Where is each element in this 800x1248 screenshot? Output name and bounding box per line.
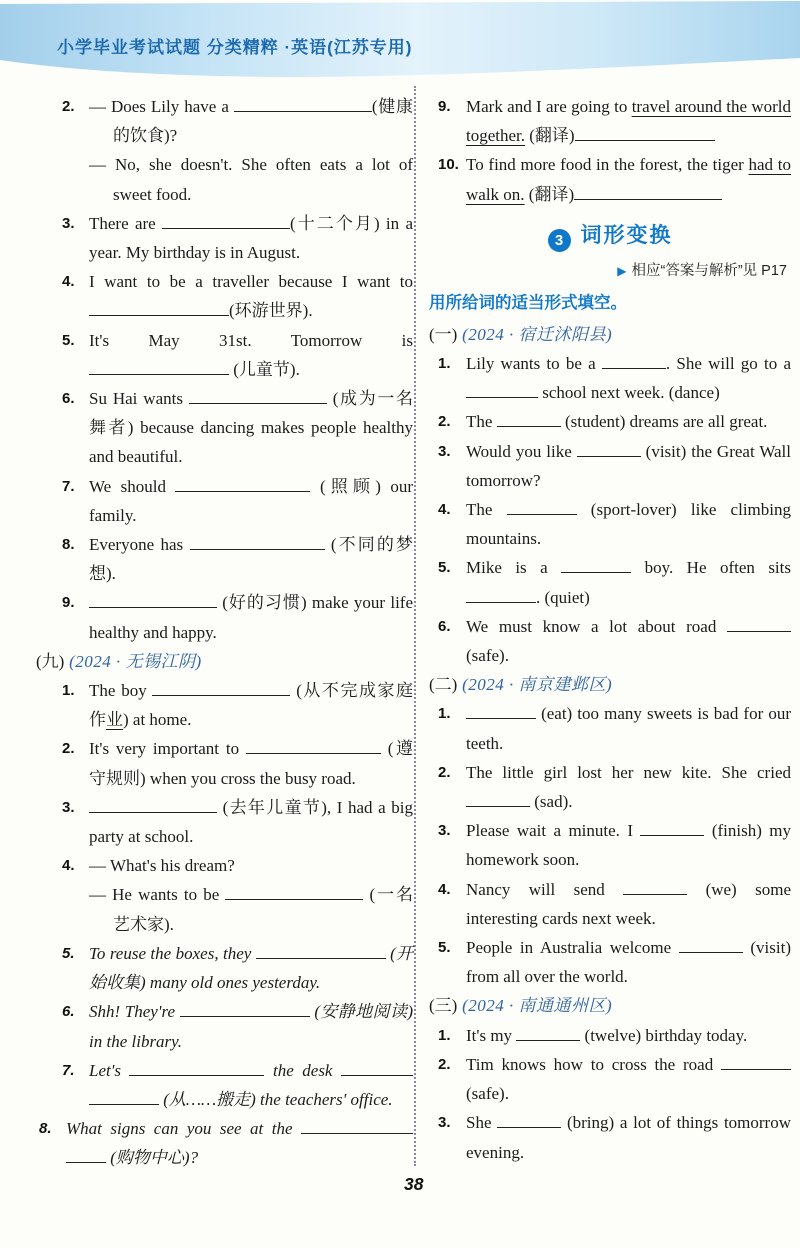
question-item [438, 495, 791, 553]
item-number: 5. [438, 939, 451, 957]
text-segment: Tim knows how to cross the road [466, 1054, 721, 1074]
question-line [466, 92, 791, 150]
underlined-phrase: travel around the world together. [466, 97, 791, 146]
text-segment: Shh! They're [89, 1002, 180, 1022]
fill-blank [574, 185, 722, 200]
item-number: 6. [438, 617, 451, 635]
underlined-phrase: 业 [106, 710, 123, 730]
text-segment: (去年儿童节), I had a big party at school. [89, 797, 413, 847]
group-source: (2024 · 无锡江阴) [64, 651, 202, 671]
question-line [466, 407, 791, 436]
question-item [62, 851, 413, 939]
question-item [62, 939, 413, 997]
question-item [62, 384, 413, 472]
fill-blank [162, 214, 290, 229]
section-title: 词形变换 [580, 223, 673, 247]
fill-blank [679, 938, 743, 953]
text-segment: Mike is a [466, 558, 562, 578]
question-line [466, 495, 791, 553]
question-line [66, 1114, 413, 1172]
question-line [466, 1021, 791, 1050]
text-segment: — He wants to be [89, 885, 226, 905]
page-number: 38 [404, 1174, 424, 1194]
question-line [466, 612, 791, 670]
question-item [438, 349, 791, 407]
question-line [466, 1108, 791, 1166]
section-heading [429, 218, 791, 256]
question-item [62, 530, 413, 588]
question-item [62, 92, 413, 209]
instruction-text: 用所给词的适当形式填空。 [429, 293, 627, 312]
text-segment: What signs can you see at the [66, 1119, 301, 1139]
fill-blank [602, 354, 666, 369]
fill-blank [89, 1090, 159, 1105]
question-item [438, 92, 791, 150]
question-item [62, 793, 413, 851]
text-segment: (一名艺术家). [113, 885, 413, 934]
question-line [89, 530, 413, 588]
fill-blank [189, 389, 327, 404]
question-item [438, 1021, 791, 1050]
question-item [62, 209, 413, 267]
fill-blank [466, 792, 530, 807]
question-item [438, 1108, 791, 1166]
text-segment: — Does Lily have a [89, 97, 234, 116]
text-segment: (sport-lover) like climbing mountains. [466, 500, 791, 549]
question-item [62, 472, 413, 530]
question-line [89, 384, 413, 472]
fill-blank [721, 1055, 791, 1070]
header-banner [0, 0, 800, 84]
text-segment: the desk [264, 1060, 341, 1080]
text-segment: We should [89, 476, 176, 496]
text-segment: It's very important to [89, 739, 246, 759]
text-segment: Nancy will send [466, 879, 624, 899]
fill-blank [175, 477, 310, 492]
text-segment: . She will go to a [665, 354, 791, 374]
text-segment: Everyone has [89, 535, 190, 555]
note-text: 相应“答案与解析”见 P17 [631, 262, 787, 279]
fill-blank [89, 798, 217, 813]
text-segment: (翻译) [525, 126, 575, 146]
fill-blank [497, 1113, 561, 1128]
question-item [438, 437, 791, 495]
question-item [438, 699, 791, 757]
text-segment: (safe). [466, 646, 509, 666]
text-segment: She [466, 1113, 498, 1133]
fill-blank [640, 821, 704, 836]
left-column [36, 92, 413, 1173]
item-number: 2. [62, 98, 75, 115]
question-item [438, 407, 791, 436]
text-segment: Mark and I are going to [466, 97, 632, 116]
question-line [466, 875, 791, 933]
question-line [466, 553, 791, 611]
question-item [438, 875, 791, 933]
fill-blank [89, 360, 229, 375]
item-number: 3. [438, 1114, 451, 1132]
question-line [89, 267, 413, 325]
text-segment: The little girl lost her new kite. She cried [466, 762, 791, 782]
text-segment: The [466, 412, 497, 432]
item-number: 9. [62, 594, 75, 612]
question-line [89, 734, 413, 792]
item-number: 4. [438, 880, 451, 898]
fill-blank [225, 885, 363, 900]
item-number: 2. [438, 413, 451, 431]
answer-reference-note [429, 258, 791, 285]
text-segment: (eat) too many sweets is bad for our teeth. [466, 704, 791, 753]
text-segment: (开始收集) many old ones yesterday. [89, 943, 413, 993]
question-line [466, 699, 791, 757]
question-line [89, 676, 413, 734]
item-number: 4. [62, 273, 75, 291]
text-segment: The boy [89, 681, 153, 701]
question-line [466, 349, 791, 407]
item-number: 1. [438, 355, 451, 373]
text-segment: (照顾) our family. [89, 476, 413, 525]
fill-blank [575, 126, 715, 141]
text-segment: (bring) a lot of things tomorrow evening. [466, 1113, 791, 1162]
fill-blank [516, 1026, 580, 1041]
text-segment: school next week. (dance) [538, 383, 720, 403]
fill-blank [507, 500, 577, 515]
text-segment: I want to be a traveller because I want to [89, 272, 413, 292]
text-segment: (遵守规则) when you cross the busy road. [89, 739, 413, 788]
fill-blank [577, 442, 641, 457]
fill-blank [497, 412, 561, 427]
text-segment: (student) dreams are all great. [560, 412, 768, 432]
text-segment: (we) some interesting cards next week. [466, 879, 791, 928]
question-item [62, 676, 413, 734]
question-line [89, 472, 413, 530]
question-line [89, 150, 413, 208]
question-item [438, 150, 791, 208]
question-item [62, 326, 413, 384]
fill-blank [301, 1119, 413, 1134]
question-line [466, 758, 791, 816]
text-segment: (twelve) birthday today. [580, 1025, 748, 1045]
text-segment: boy. He often sits [631, 558, 791, 578]
text-segment: (sad). [530, 792, 573, 812]
right-column [429, 92, 791, 1167]
text-segment: (visit) the Great Wall tomorrow? [466, 441, 791, 490]
item-number: 7. [62, 477, 75, 495]
question-item [438, 612, 791, 670]
text-segment: (visit) from all over the world. [466, 938, 792, 987]
text-segment: (十二个月) in a year. My birthday is in August. [89, 213, 414, 263]
question-line [89, 939, 413, 997]
fill-blank [89, 593, 217, 608]
fill-blank [66, 1148, 106, 1163]
item-number: 8. [39, 1120, 52, 1138]
text-segment: (购物中心)? [106, 1148, 199, 1168]
question-item [438, 816, 791, 874]
text-segment: (从不完成家庭作 [89, 681, 413, 730]
question-line [466, 437, 791, 495]
question-line [466, 150, 791, 208]
text-segment: Would you like [466, 441, 577, 461]
question-line [89, 880, 413, 938]
fill-blank [256, 944, 386, 959]
question-item [438, 553, 791, 611]
group-header [429, 320, 791, 349]
item-number: 3. [62, 214, 75, 232]
group-number: (三) [429, 996, 458, 1016]
group-header [429, 991, 791, 1020]
question-line [466, 1050, 791, 1108]
group-number: (一) [429, 324, 458, 344]
group-source: (2024 · 南京建邺区) [457, 675, 613, 695]
fill-blank [180, 1002, 310, 1017]
question-line [466, 933, 791, 991]
text-segment: Please wait a minute. I [466, 821, 641, 841]
question-item [62, 1056, 413, 1114]
text-segment: Su Hai wants [89, 389, 189, 409]
text-segment: — What's his dream? [89, 856, 235, 876]
group-number: (二) [429, 675, 458, 695]
text-segment: There are [89, 213, 163, 233]
text-segment: (finish) my homework soon. [466, 821, 791, 870]
question-line [89, 209, 413, 267]
fill-blank [466, 383, 538, 398]
question-line [89, 92, 413, 150]
text-segment: — No, she doesn't. She often eats a lot of sweet food. [89, 155, 413, 204]
text-segment: Lily wants to be a [466, 354, 602, 374]
text-segment: (从……搬走) the teachers' office. [159, 1089, 393, 1109]
column-divider [414, 86, 416, 1166]
fill-blank [129, 1061, 264, 1076]
question-item [62, 997, 413, 1055]
text-segment: To find more food in the forest, the tiger [466, 155, 749, 175]
text-segment: (安静地阅读) in the library. [89, 1002, 414, 1051]
text-segment: Let's [89, 1060, 130, 1080]
text-segment: (环游世界). [229, 301, 313, 321]
item-number: 5. [62, 944, 75, 962]
item-number: 9. [438, 98, 451, 115]
item-number: 2. [62, 740, 75, 758]
fill-blank [234, 97, 372, 112]
text-segment: (成为一名舞者) because dancing makes people healthy and beautiful. [89, 389, 413, 467]
book-title: 小学毕业考试试题 分类精粹 ·英语(江苏专用) [57, 38, 413, 57]
text-segment: It's May 31st. Tomorrow is [89, 330, 413, 350]
item-number: 2. [438, 763, 451, 781]
question-line [89, 793, 413, 851]
text-segment: People in Australia welcome [466, 938, 679, 958]
item-number: 4. [438, 501, 451, 519]
question-item [62, 588, 413, 646]
fill-blank [623, 880, 687, 895]
question-item [438, 758, 791, 816]
text-segment: (好的习惯) make your life healthy and happy. [89, 593, 413, 642]
text-segment: (儿童节). [229, 359, 300, 379]
fill-blank [466, 588, 536, 603]
triangle-arrow-icon: ▶ [617, 263, 627, 278]
item-number: 3. [438, 822, 451, 840]
item-number: 8. [62, 536, 75, 554]
group-source: (2024 · 南通通州区) [457, 996, 613, 1016]
question-line [89, 851, 413, 880]
question-item [39, 1114, 413, 1172]
text-segment: ) at home. [123, 710, 192, 730]
fill-blank [190, 535, 325, 550]
text-segment: . (quiet) [536, 587, 590, 607]
question-line [89, 326, 413, 384]
section-number-badge: 3 [548, 229, 571, 252]
group-number: (九) [36, 651, 65, 671]
text-segment: (safe). [466, 1084, 509, 1104]
question-item [62, 267, 413, 325]
fill-blank [341, 1061, 413, 1076]
fill-blank [727, 617, 791, 632]
item-number: 6. [62, 390, 75, 408]
item-number: 1. [438, 1026, 451, 1044]
group-header [429, 670, 791, 699]
fill-blank [246, 739, 381, 754]
item-number: 3. [62, 798, 75, 816]
question-item [438, 933, 791, 991]
question-line [89, 997, 413, 1055]
text-segment: To reuse the boxes, they [89, 943, 256, 963]
group-header [36, 647, 413, 676]
fill-blank [466, 704, 536, 719]
item-number: 5. [438, 559, 451, 577]
question-item [62, 734, 413, 792]
text-segment: (健康的饮食)? [113, 97, 413, 146]
question-line [466, 816, 791, 874]
item-number: 1. [438, 705, 451, 723]
item-number: 6. [62, 1003, 75, 1021]
question-item [438, 1050, 791, 1108]
text-segment: The [466, 500, 507, 520]
fill-blank [152, 681, 290, 696]
question-line [89, 1056, 413, 1114]
item-number: 5. [62, 331, 75, 349]
text-segment: (不同的梦想). [89, 535, 413, 584]
item-number: 3. [438, 442, 451, 460]
item-number: 1. [62, 682, 75, 700]
item-number: 7. [62, 1061, 75, 1079]
question-line [89, 588, 413, 646]
fill-blank [89, 301, 229, 316]
text-segment: We must know a lot about road [466, 616, 727, 636]
text-segment: It's my [466, 1025, 517, 1045]
group-source: (2024 · 宿迁沭阳县) [457, 324, 613, 344]
item-number: 4. [62, 857, 75, 875]
item-number: 2. [438, 1055, 451, 1073]
text-segment: (翻译) [524, 184, 575, 204]
fill-blank [561, 558, 631, 573]
underlined-phrase: had to walk on. [466, 155, 791, 204]
item-number: 10. [438, 156, 459, 174]
